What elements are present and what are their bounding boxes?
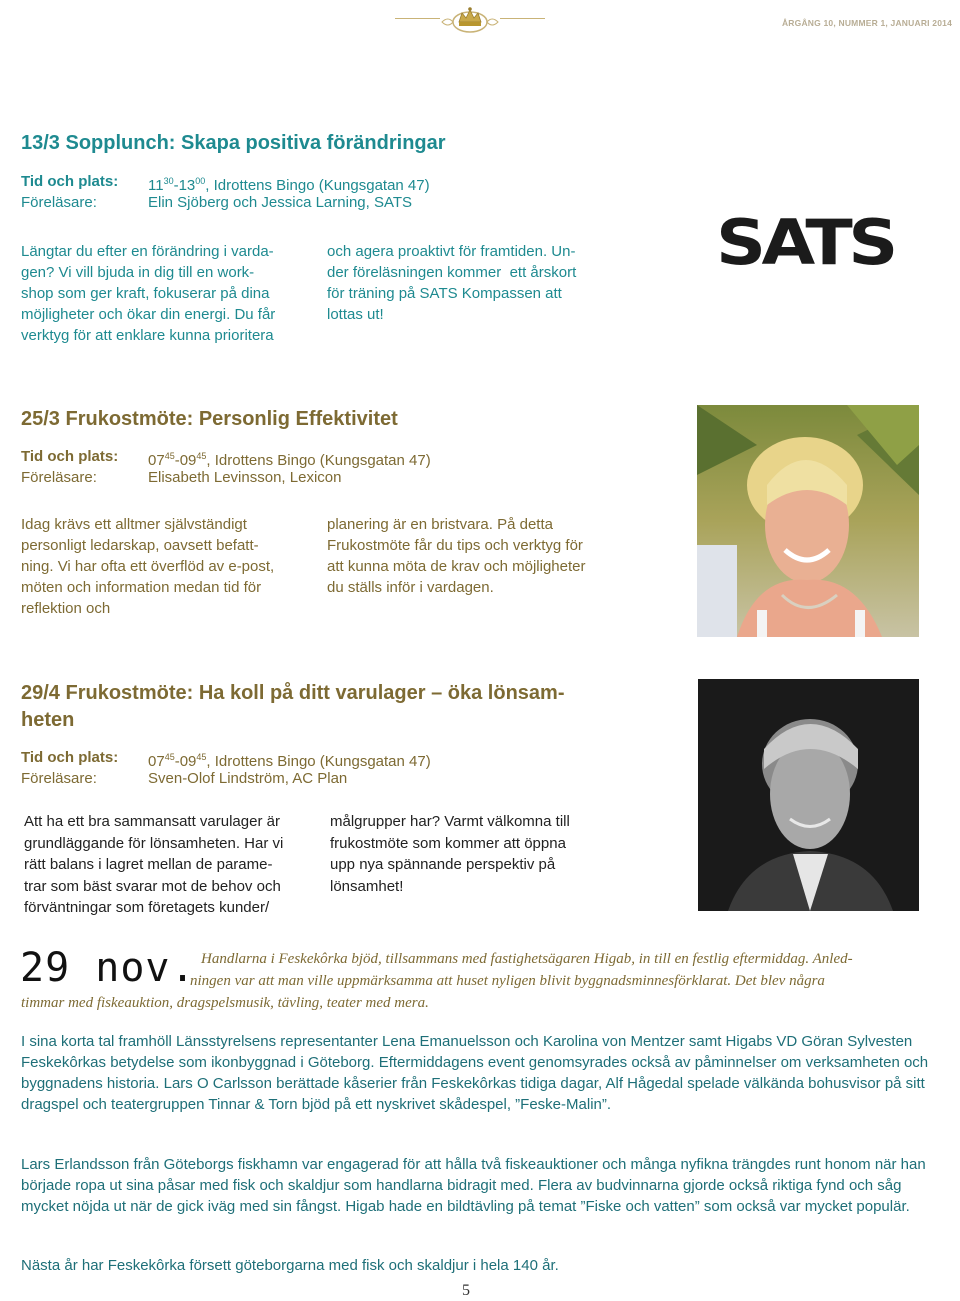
page-number: 5: [462, 1282, 470, 1299]
event1-meta: [21, 171, 521, 215]
nov-paragraph-2: Lars Erlandsson från Göteborgs fiskhamn var engagerad för att hålla två fiskeauktioner och många nyfikna trängdes runt honom när han började ropa ut sina påsar med fisk och skaldjur som handlarna bidragit med. Flera av budvinnarna gjorde också riktiga fynd och såg mycket nöjda ut när de gick iväg med sin fångst. Higab hade en bildtävling på temat ”Fiske och vatten” som också var mycket populär.: [21, 1156, 926, 1215]
speaker-photo-elisabeth: [697, 405, 919, 637]
event3-meta: [21, 747, 521, 791]
event1-speaker: Elin Sjöberg och Jessica Larning, SATS: [148, 194, 413, 211]
event3-place-value: $07^{45}-09^{45}$, Idrottens Bingo (Kungsgatan 47): [148, 752, 431, 770]
event2-text-col1: Idag krävs ett alltmer självständigt personligt ledarskap, oavsett befatt- ning. Vi har ofta ett överflöd av e-post, möten och information medan tid för reflektion och: [21, 516, 275, 617]
event3-title-line2: heten: [21, 709, 75, 731]
nov-intro-line1: Handlarna i Feskekôrka bjöd, tillsammans med fastighetsägaren Higab, in till en festlig eftermiddag. Anled-: [201, 951, 853, 967]
nov-intro-line3: timmar med fiskeauktion, dragspelsmusik, tävling, teater med mera.: [21, 995, 429, 1011]
header-rule-right: [500, 18, 545, 19]
nov-paragraph-3: Nästa år har Feskekôrka försett göteborgarna med fisk och skaldjur i hela 140 år.: [21, 1257, 559, 1274]
event2-meta: [21, 446, 521, 490]
nov-date: 29 nov.: [20, 945, 196, 991]
event3-text-col2: målgrupper har? Varmt välkomna till frukostmöte som kommer att öppna upp nya spännande perspektiv på lönsamhet!: [330, 813, 570, 895]
event1-text-col1: Längtar du efter en förändring i varda- gen? Vi vill bjuda in dig till en work- shop som ger kraft, fokuserar på dina möjligheter och ökar din energi. Du får verktyg för att enklare kunna prioritera: [21, 243, 276, 344]
issue-info: ÅRGÅNG 10, NUMMER 1, JANUARI 2014: [781, 18, 952, 28]
event1-place-value: $11^{30}-13^{00}$, Idrottens Bingo (Kungsgatan 47): [148, 176, 430, 194]
event1-place-label: Tid och plats:: [21, 173, 119, 190]
event2-speaker-label: Föreläsare:: [21, 469, 97, 486]
event3-title-line1: 29/4 Frukostmöte: Ha koll på ditt varulager – öka lönsam-: [21, 682, 565, 704]
event2-text-col2: planering är en bristvara. På detta Frukostmöte får du tips och verktyg för att kunna möta de krav och möjligheter du ställs inför i vardagen.: [327, 516, 586, 596]
nov-paragraph-1: I sina korta tal framhöll Länsstyrelsens representanter Lena Emanuelsson och Karolina von Mentzer samt Higabs VD Göran Sylvesten Feskekôrkas betydelse som ikonbyggnad i Göteborg. Eftermiddagens event genomsyrades också av påminnelser om verksamheten och byggnadens historia. Lars O Carlsson berättade kåserier från Feskekôrkas tidiga dagar, Alf Hågedal spelade välkända bohusvisor på sitt dragspel och teatergruppen Tinnar & Torn bjöd på ett nyskrivet skådespel, ”Feske-Malin”.: [21, 1033, 929, 1113]
event2-place-label: Tid och plats:: [21, 448, 119, 465]
event3-speaker-label: Föreläsare:: [21, 770, 97, 787]
event3-place-label: Tid och plats:: [21, 749, 119, 766]
crown-emblem-icon: [440, 2, 500, 36]
sats-logo: SATS: [716, 206, 894, 279]
speaker-photo-sven-olof: [698, 679, 919, 911]
event3-speaker: Sven-Olof Lindström, AC Plan: [148, 770, 348, 787]
event2-speaker: Elisabeth Levinsson, Lexicon: [148, 469, 342, 486]
event2-place-value: $07^{45}-09^{45}$, Idrottens Bingo (Kungsgatan 47): [148, 451, 431, 469]
event1-title: 13/3 Sopplunch: Skapa positiva förändringar: [21, 132, 446, 154]
event1-speaker-label: Föreläsare:: [21, 194, 97, 211]
event1-text-col2: och agera proaktivt för framtiden. Un- der föreläsningen kommer ett årskort för träning på SATS Kompassen att lottas ut!: [327, 243, 577, 323]
header-rule-left: [395, 18, 440, 19]
event2-title: 25/3 Frukostmöte: Personlig Effektivitet: [21, 408, 398, 430]
nov-intro-line2: ningen var att man ville uppmärksamma att huset nyligen blivit byggnadsminnesförklarat. Det blev några: [190, 973, 825, 989]
event3-text-col1: Att ha ett bra sammansatt varulager är grundläggande för lönsamheten. Har vi rätt balans i lagret mellan de parame- trar som bäst svarar mot de behov och förväntningar som företagets kunder/: [24, 813, 284, 916]
